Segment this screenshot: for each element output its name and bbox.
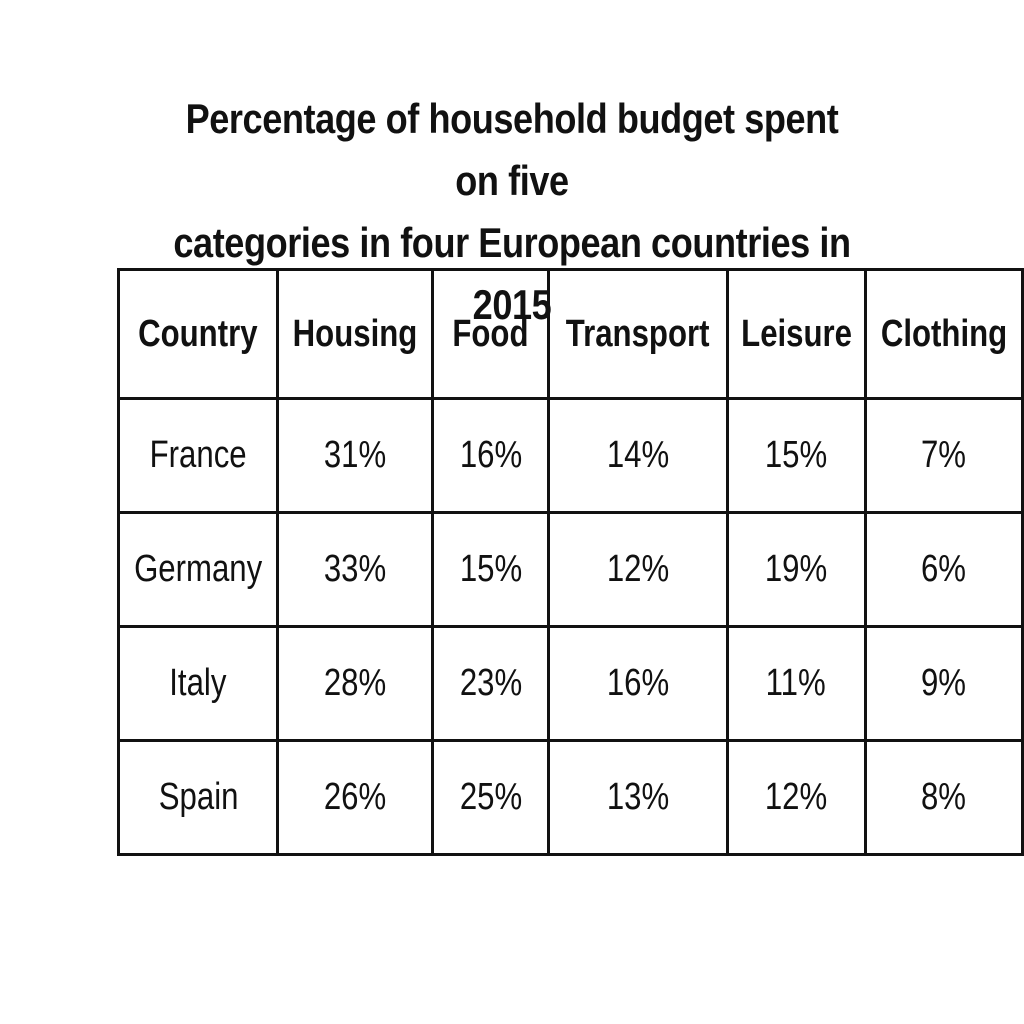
table-cell: 28% — [278, 627, 433, 741]
column-header-food: Food — [433, 270, 549, 399]
table-cell: 23% — [433, 627, 549, 741]
table-cell: 12% — [549, 513, 727, 627]
table-row — [119, 513, 1023, 627]
table-cell: Italy — [119, 627, 278, 741]
table-cell: 13% — [549, 741, 727, 855]
table-cell: 19% — [727, 513, 865, 627]
table-cell: 9% — [865, 627, 1022, 741]
column-header-leisure: Leisure — [727, 270, 865, 399]
table-cell: Germany — [119, 513, 278, 627]
table-row — [119, 399, 1023, 513]
column-header-housing: Housing — [278, 270, 433, 399]
table-cell: 15% — [433, 513, 549, 627]
table-cell: Spain — [119, 741, 278, 855]
table-cell: 15% — [727, 399, 865, 513]
table-cell: 33% — [278, 513, 433, 627]
table-cell: 26% — [278, 741, 433, 855]
chart-title-line-2: categories in four European countries in 2015 — [173, 219, 851, 328]
chart-title-line-1: Percentage of household budget spent on five — [185, 95, 839, 204]
table-cell: 16% — [433, 399, 549, 513]
table-cell: 7% — [865, 399, 1022, 513]
table-cell: 16% — [549, 627, 727, 741]
budget-table — [117, 268, 1024, 856]
column-header-transport: Transport — [549, 270, 727, 399]
table-cell: 11% — [727, 627, 865, 741]
table-header-row — [119, 270, 1023, 399]
table-cell: 14% — [549, 399, 727, 513]
table-cell: 12% — [727, 741, 865, 855]
column-header-country: Country — [119, 270, 278, 399]
table-row — [119, 741, 1023, 855]
table-cell: 31% — [278, 399, 433, 513]
table-cell: 6% — [865, 513, 1022, 627]
table-cell: 25% — [433, 741, 549, 855]
table-row — [119, 627, 1023, 741]
column-header-clothing: Clothing — [865, 270, 1022, 399]
table-cell: France — [119, 399, 278, 513]
table-cell: 8% — [865, 741, 1022, 855]
